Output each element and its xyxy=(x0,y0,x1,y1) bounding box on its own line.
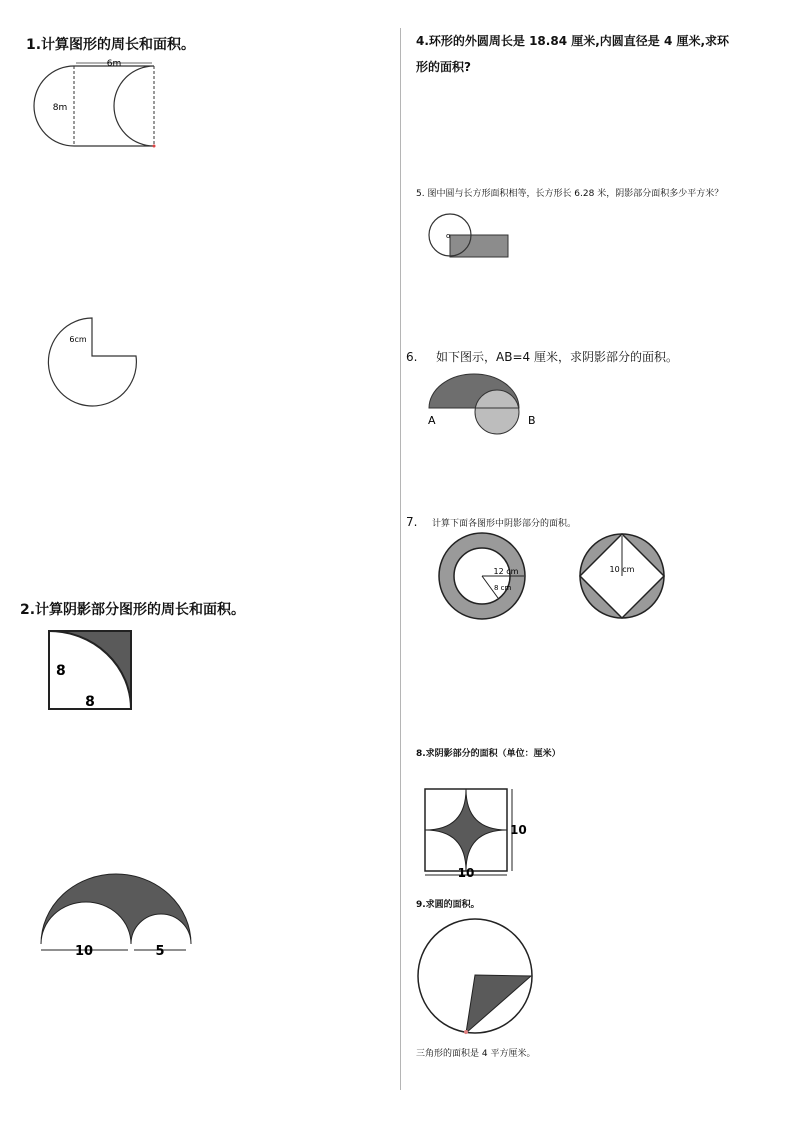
q2a-bottom-label: 8 xyxy=(85,694,95,710)
q1b-label: 6cm xyxy=(69,335,87,344)
q2b-label-left: 10 xyxy=(74,944,94,959)
q7-square-figure xyxy=(578,532,668,620)
q8-figure xyxy=(422,786,527,880)
q1b-sector xyxy=(48,318,136,406)
column-divider xyxy=(400,28,401,1090)
q2b-label-right: 5 xyxy=(155,944,165,959)
q6-label-b: B xyxy=(528,414,536,427)
q7-text: 计算下面各图形中阴影部分的面积。 xyxy=(432,519,577,529)
q7-ring-inner-label: 8 cm xyxy=(494,584,512,592)
q6-number: 6. xyxy=(406,350,418,364)
q7-ring-figure xyxy=(434,532,534,620)
q1a-side-label: 8m xyxy=(52,103,68,113)
q6-small-circle xyxy=(475,390,519,434)
q1a-red-dot xyxy=(153,145,156,148)
q5-center-label: o xyxy=(446,232,451,240)
q6-figure xyxy=(424,372,544,434)
q9-red-dot xyxy=(464,1030,468,1034)
q2a-side-label: 8 xyxy=(56,663,66,679)
q2-heading: 2.计算阴影部分图形的周长和面积。 xyxy=(20,602,246,618)
q1a-top-label: 6m xyxy=(106,59,122,69)
q5-text: 5. 图中圆与长方形面积相等，长方形长 6.28 米，阴影部分面积多少平方米？ xyxy=(416,189,724,199)
q8-side-label: 10 xyxy=(510,823,527,837)
q1-heading: 1.计算图形的周长和面积。 xyxy=(26,37,196,53)
q7-square-label: 10 cm xyxy=(609,565,635,574)
q1-figure-b xyxy=(44,312,144,402)
q5-figure xyxy=(426,210,516,262)
q7-number: 7. xyxy=(406,515,418,529)
q4-line1: 4.环形的外圆周长是 18.84 厘米,内圆直径是 4 厘米,求环 xyxy=(416,34,730,48)
q9-figure xyxy=(416,920,536,1040)
q9-note: 三角形的面积是 4 平方厘米。 xyxy=(416,1049,536,1059)
q4-line2: 形的面积? xyxy=(416,60,471,74)
q2-figure-a xyxy=(44,626,136,714)
q1-figure-a xyxy=(34,56,164,156)
q8-text: 8.求阴影部分的面积（单位：厘米） xyxy=(416,749,561,759)
q2-figure-b xyxy=(36,862,191,958)
q6-text: 如下图示，AB=4 厘米，求阴影部分的面积。 xyxy=(436,350,678,364)
q7-ring-outer-label: 12 cm xyxy=(493,567,519,576)
q9-triangle xyxy=(466,975,531,1033)
q2b-shaded xyxy=(41,874,191,944)
q9-text: 9.求圆的面积。 xyxy=(416,900,480,910)
q6-label-a: A xyxy=(428,414,436,427)
q8-bottom-label: 10 xyxy=(457,866,475,880)
